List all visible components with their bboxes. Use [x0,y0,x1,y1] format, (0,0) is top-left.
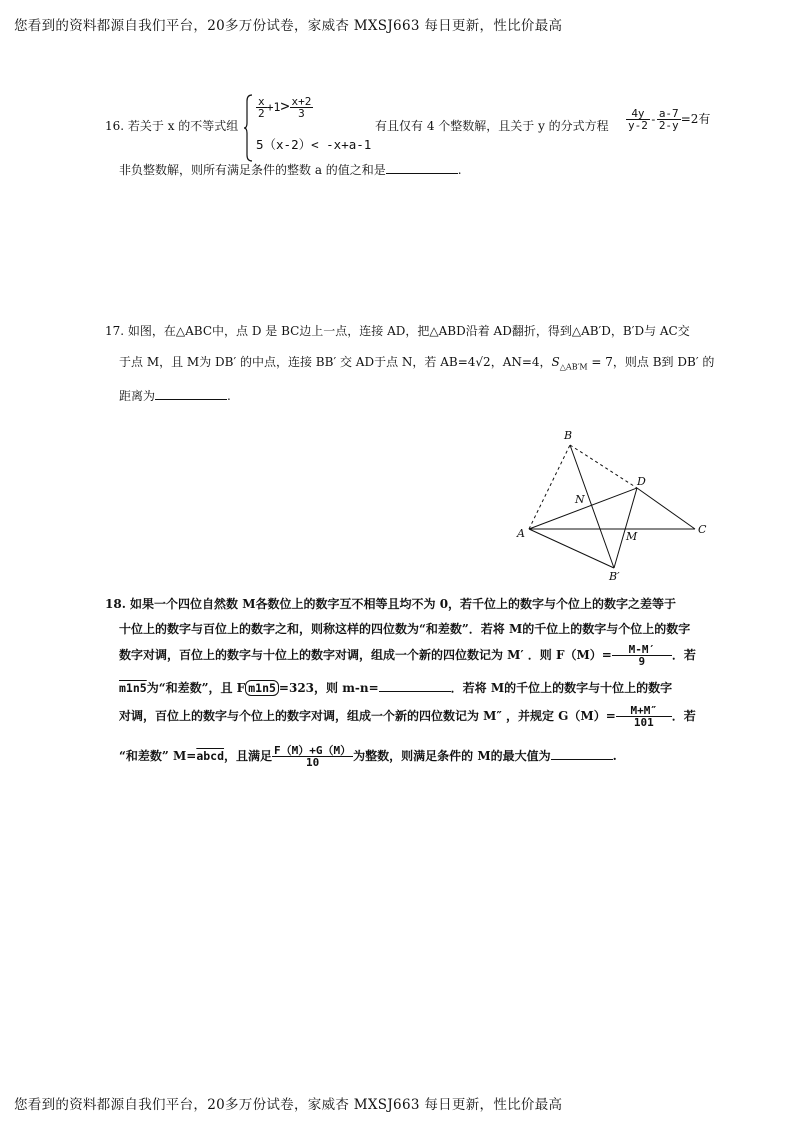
q16-lead: 16. 若关于 x 的不等式组 [105,119,239,133]
label-B-prime: B′ [609,570,620,583]
q16-mid: 有且仅有 4 个整数解，且关于 y 的分式方程 [375,119,609,133]
q18-line1: 18. 如果一个四位自然数 M各数位上的数字互不相等且均不为 0，若千位上的数字与个位上的数字之差等于 [105,597,677,611]
segment-BD-dashed [570,445,637,488]
q18-line3: 数字对调，百位上的数字与十位上的数字对调，组成一个新的四位数记为 M′ ．则 F（M）= $\frac{M-M'}{9}$ ．若 [119,643,696,668]
q17-line3: 距离为 . [119,389,231,403]
label-M: M [626,530,638,543]
q16-answer-blank [386,162,458,174]
geometry-figure [510,425,720,585]
q17-line1: 17. 如图，在△ABC中，点 D 是 BC边上一点，连接 AD，把△ABD沿着 AD翻折，得到△AB′D，B′D与 AC交 [105,324,690,338]
label-N: N [575,493,585,506]
q16-line2: 非负整数解，则所有满足条件的整数 a 的值之和是 . [119,163,462,177]
segment-DC [637,488,695,529]
q16-system-bottom: 5（x-2）< -x+a-1 [256,137,372,152]
label-B: B [564,429,573,442]
q18-answer-blank-2 [551,748,613,760]
label-A: A [517,527,525,540]
segment-DB-prime [614,488,637,568]
segment-AB-prime [529,529,614,568]
q16-equation: $\frac{4y}{y-2}$ - $\frac{a-7}{2-y}$ =2有 [628,107,711,132]
q17-answer-blank [155,388,227,400]
q16-system-top: $\frac{x}{2}$ +1> $\frac{x+2}{3}$ [258,95,312,120]
q17-line2: 于点 M，且 M为 DB′ 的中点，连接 BB′ 交 AD于点 N，若 AB=4√2，AN=4，$S_{\triangle AB'M} = 7$，则点 B到 DB′ 的 [119,355,715,372]
q18-line4: m1n5为“和差数”，且 F m1n5 =323，则 m-n= ．若将 M的千位上的数字与十位上的数字 [119,681,673,695]
segment-BB-prime [570,445,614,568]
page-header: 您看到的资料都源自我们平台，20多万份试卷，家威杏 MXSJ663 每日更新，性比价最高 [14,18,563,34]
q18-line5: 对调，百位上的数字与个位上的数字对调，组成一个新的四位数记为 M″ ，并规定 G（M）= $\frac{M+M''}{101}$ ．若 [119,704,696,729]
system-brace [244,93,254,163]
label-C: C [698,523,707,536]
q18-answer-blank-1 [379,680,451,692]
q18-line2: 十位上的数字与百位上的数字之和，则称这样的四位数为“和差数”．若将 M的千位上的数字与个位上的数字 [119,622,691,636]
page-footer: 您看到的资料都源自我们平台，20多万份试卷，家威杏 MXSJ663 每日更新，性比价最高 [14,1097,563,1113]
segment-AB-dashed [529,445,570,529]
q18-line6: “和差数” M=abcd，且满足 $\frac{F(M)+G(M)}{10}$ 为整数，则满足条件的 M的最大值为 . [119,744,617,769]
label-D: D [637,475,646,488]
